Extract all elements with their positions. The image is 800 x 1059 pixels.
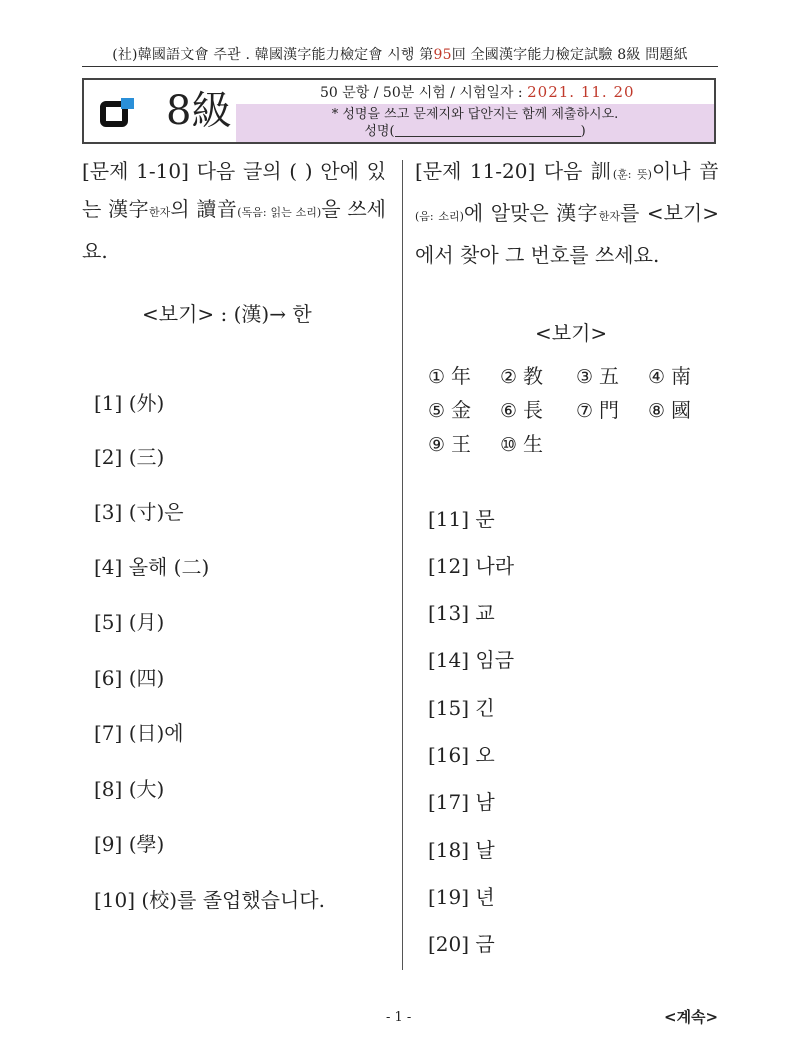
question-1: [1] (外) (94, 391, 165, 415)
question-17: [17] 남 (428, 790, 495, 814)
choice-1 (428, 360, 471, 389)
choice-char: 長 (523, 398, 544, 422)
question-7: [7] (日)에 (94, 721, 184, 745)
choice-number: ① (428, 366, 446, 388)
choice-number: ⑥ (500, 400, 518, 422)
choice-9 (428, 428, 471, 457)
right-instruction (415, 152, 719, 274)
logo-cell (84, 80, 234, 142)
name-field (236, 123, 714, 140)
notice-area (236, 104, 714, 142)
right-example-title: <보기> (535, 321, 608, 345)
question-10: [10] (校)를 졸업했습니다. (94, 888, 325, 912)
header-text-before: (社)韓國語文會 주관 . 韓國漢字能力檢定會 시행 第 (112, 47, 434, 63)
left-instr-part-c: 을 쓰세요. (82, 197, 386, 263)
question-20: [20] 금 (428, 932, 495, 956)
exam-date: 2021. 11. 20 (527, 83, 635, 101)
choice-number: ⑧ (648, 400, 666, 422)
question-19: [19] 년 (428, 885, 495, 909)
info-right (236, 80, 714, 142)
exam-info-box (82, 78, 716, 144)
choice-number: ② (500, 366, 518, 388)
choice-number: ⑦ (576, 400, 594, 422)
question-15: [15] 긴 (428, 696, 495, 720)
choice-number: ④ (648, 366, 666, 388)
name-label: 성명( (364, 124, 395, 139)
choice-7 (576, 394, 619, 423)
choice-char: 金 (451, 398, 472, 422)
choice-10 (500, 428, 543, 457)
choice-5 (428, 394, 471, 423)
grade-label: 8級 (166, 88, 232, 134)
choice-char: 五 (599, 364, 620, 388)
right-instr-part-c: 에 알맞은 漢字 (463, 201, 599, 225)
exam-summary-text: 50 문항 / 50분 시험 / 시험일자 : (320, 85, 528, 101)
left-instruction (82, 152, 386, 270)
logo-icon (100, 96, 136, 128)
question-3: [3] (寸)은 (94, 500, 184, 524)
right-instr-small-c: 한자 (598, 210, 620, 223)
choice-number: ⑤ (428, 400, 446, 422)
notice-text: * 성명을 쓰고 문제지와 답안지는 함께 제출하시오. (331, 107, 619, 122)
choice-number: ⑨ (428, 434, 446, 456)
question-14: [14] 임금 (428, 648, 515, 672)
exam-summary (236, 80, 714, 104)
left-example: <보기> : (漢)→ 한 (142, 302, 312, 326)
header-rule (82, 66, 718, 67)
question-4: [4] 올해 (二) (94, 555, 210, 579)
choice-2 (500, 360, 543, 389)
exam-header (82, 44, 718, 64)
choice-char: 生 (523, 432, 544, 456)
choice-char: 王 (451, 432, 472, 456)
right-instr-part-a: [문제 11-20] 다음 訓 (415, 159, 613, 183)
header-text-after: 回 全國漢字能力檢定試驗 8級 問題紙 (451, 47, 688, 63)
choice-3 (576, 360, 619, 389)
choice-char: 年 (451, 364, 472, 388)
choice-char: 南 (671, 364, 692, 388)
left-instr-part-a: [문제 1-10] 다음 글의 ( ) 안에 있는 漢字 (82, 159, 386, 221)
right-instr-part-b: 이나 音 (651, 159, 719, 183)
choice-4 (648, 360, 691, 389)
header-round-number: 95 (433, 47, 452, 63)
choice-6 (500, 394, 543, 423)
question-12: [12] 나라 (428, 554, 515, 578)
choice-8 (648, 394, 691, 423)
left-instr-part-b: 의 讀音 (170, 197, 238, 221)
question-8: [8] (大) (94, 777, 165, 801)
continue-label: <계속> (664, 1008, 719, 1026)
choice-number: ⑩ (500, 434, 518, 456)
right-instr-part-d: 를 <보기>에서 찾아 그 번호를 쓰세요. (415, 201, 719, 267)
left-instr-small-a: 한자 (149, 206, 171, 219)
question-5: [5] (月) (94, 610, 165, 634)
question-13: [13] 교 (428, 601, 495, 625)
name-input-line[interactable] (395, 124, 581, 137)
right-instr-small-a: (훈: 뜻) (612, 168, 652, 181)
choice-char: 門 (599, 398, 620, 422)
page-number: - 1 - (386, 1010, 412, 1025)
question-18: [18] 날 (428, 838, 495, 862)
question-16: [16] 오 (428, 743, 495, 767)
question-6: [6] (四) (94, 666, 165, 690)
question-2: [2] (三) (94, 445, 165, 469)
question-9: [9] (學) (94, 832, 165, 856)
column-divider (402, 160, 403, 970)
question-11: [11] 문 (428, 507, 495, 531)
choice-char: 教 (523, 364, 544, 388)
right-instr-small-b: (음: 소리) (415, 210, 464, 223)
name-close: ) (580, 124, 586, 139)
choice-number: ③ (576, 366, 594, 388)
left-instr-small-b: (독음: 읽는 소리) (237, 206, 322, 219)
choice-char: 國 (671, 398, 692, 422)
